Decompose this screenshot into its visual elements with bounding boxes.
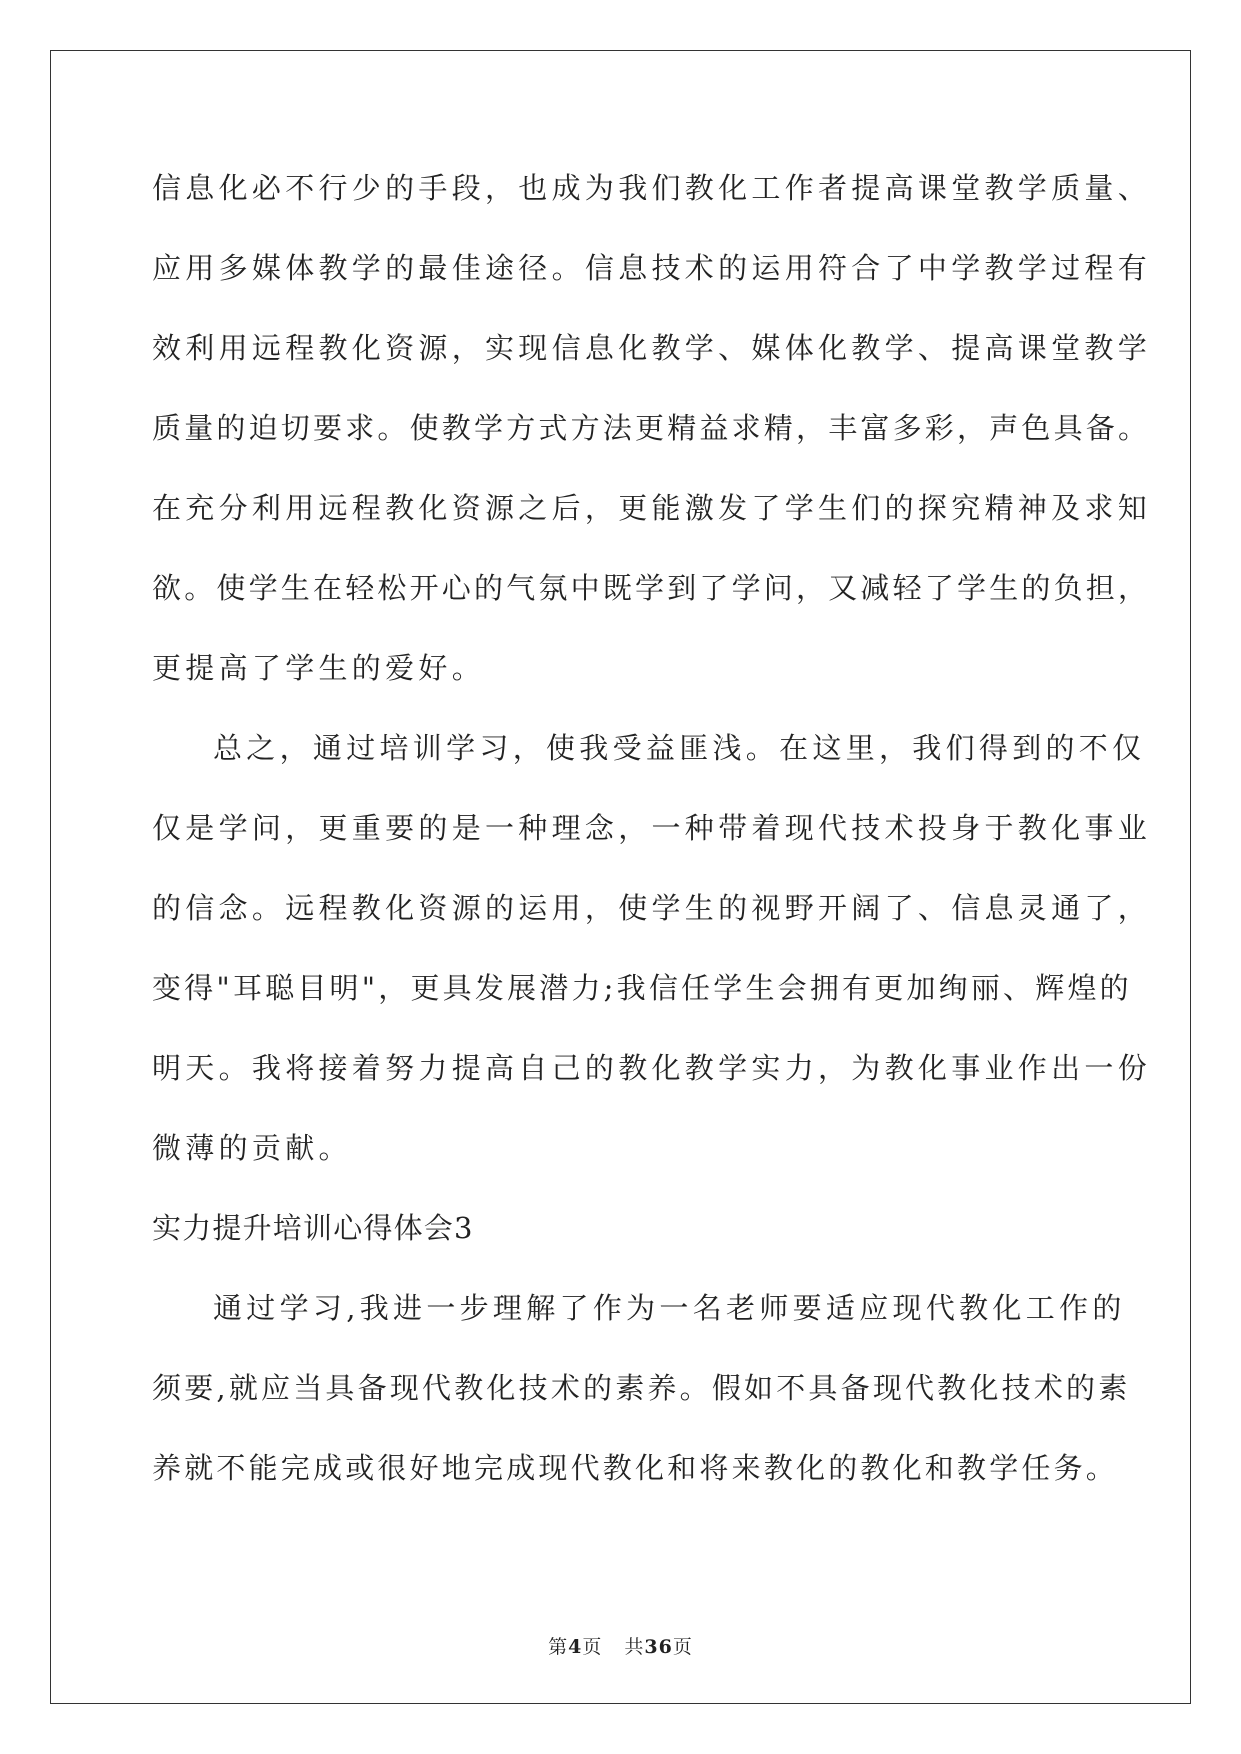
- document-body: [152, 148, 1152, 1508]
- body-line: 应用多媒体教学的最佳途径。信息技术的运用符合了中学教学过程有: [152, 251, 1152, 285]
- body-line: 欲。使学生在轻松开心的气氛中既学到了学问，又减轻了学生的负担，: [152, 571, 1151, 605]
- body-line: 须要,就应当具备现代教化技术的素养。假如不具备现代教化技术的素: [152, 1371, 1131, 1405]
- body-line: 质量的迫切要求。使教学方式方法更精益求精，丰富多彩，声色具备。: [152, 411, 1151, 445]
- current-page-number: 4: [568, 1636, 583, 1658]
- page-label-prefix: 第: [548, 1636, 569, 1658]
- body-line: 更提高了学生的爱好。: [152, 651, 486, 685]
- body-line: 变得"耳聪目明"，更具发展潜力;我信任学生会拥有更加绚丽、辉煌的: [152, 971, 1132, 1005]
- section-heading: 实力提升培训心得体会3: [152, 1211, 474, 1245]
- total-page-count: 36: [644, 1636, 673, 1658]
- paragraph-start-line: 通过学习,我进一步理解了作为一名老师要适应现代教化工作的: [213, 1291, 1126, 1325]
- body-line: 养就不能完成或很好地完成现代教化和将来教化的教化和教学任务。: [152, 1451, 1119, 1485]
- body-line: 在充分利用远程教化资源之后，更能激发了学生们的探究精神及求知: [152, 491, 1152, 525]
- page-label-suffix: 页: [582, 1636, 603, 1658]
- body-line: 仅是学问，更重要的是一种理念，一种带着现代技术投身于教化事业: [152, 811, 1152, 845]
- body-line: 信息化必不行少的手段，也成为我们教化工作者提高课堂教学质量、: [152, 171, 1152, 205]
- body-line: 明天。我将接着努力提高自己的教化教学实力，为教化事业作出一份: [152, 1051, 1152, 1085]
- body-line: 微薄的贡献。: [152, 1131, 352, 1165]
- total-label-suffix: 页: [672, 1636, 693, 1658]
- paragraph-start-line: 总之，通过培训学习，使我受益匪浅。在这里，我们得到的不仅: [213, 731, 1146, 765]
- page-footer: [0, 1632, 1241, 1659]
- body-line: 的信念。远程教化资源的运用，使学生的视野开阔了、信息灵通了，: [152, 891, 1152, 925]
- body-line: 效利用远程教化资源，实现信息化教学、媒体化教学、提高课堂教学: [152, 331, 1152, 365]
- total-label-prefix: 共: [624, 1636, 645, 1658]
